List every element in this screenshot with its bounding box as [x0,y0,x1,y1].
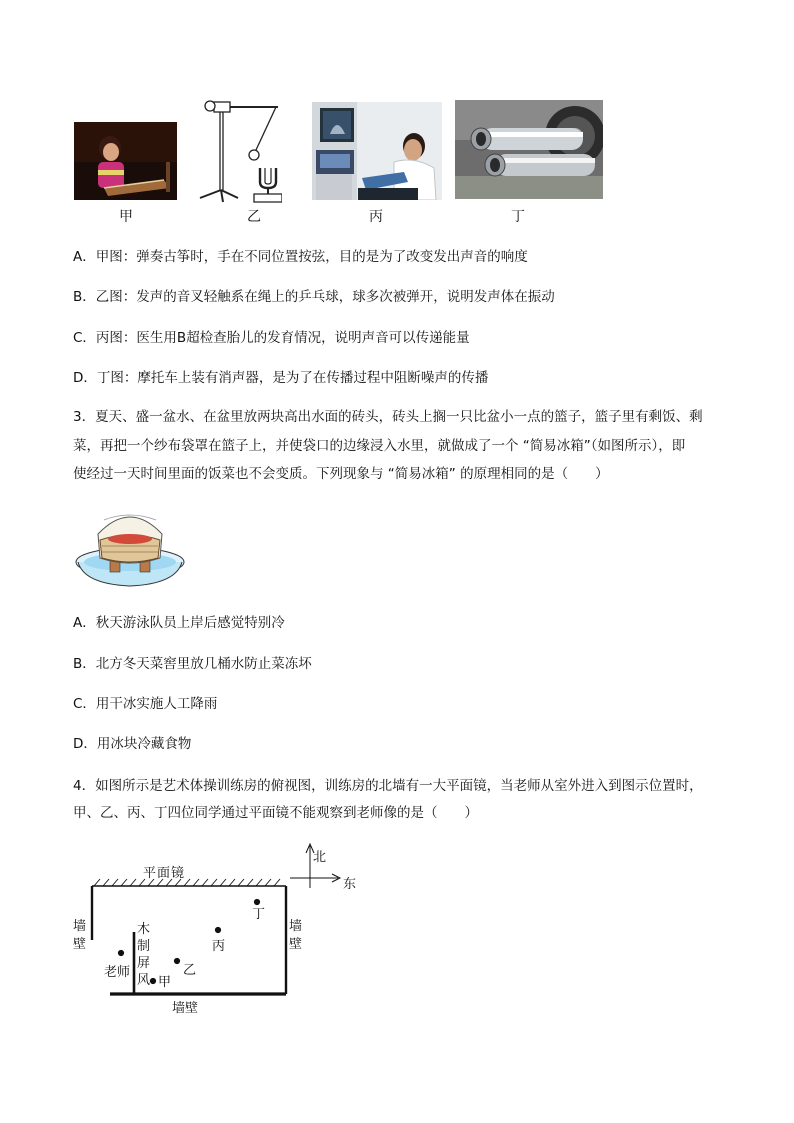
q3-option-c: C．用干冰实施人工降雨 [73,696,218,712]
training-room-diagram [70,840,370,1020]
q3-stem-line-2: 菜，再把一个纱布袋罩在篮子上，并使袋口的边缘浸入水里，就做成了一个 “简易冰箱”（如图所示），即 [73,438,686,454]
figure-yi [190,98,282,204]
left-wall-label: 墙壁 [73,919,87,952]
caption-jia: 甲 [119,209,133,225]
q2-option-d: D．丁图：摩托车上装有消声器，是为了在传播过程中阻断噪声的传播 [73,370,489,386]
q2-option-b: B．乙图：发声的音叉轻触系在绳上的乒乓球，球多次被弹开，说明发声体在振动 [73,289,555,305]
wooden-screen-label: 木制屏风 [137,922,151,988]
q4-stem-line-2: 甲、乙、丙、丁四位同学通过平面镜不能观察到老师像的是（ ） [73,805,478,821]
figure-jia [74,122,177,200]
q3-stem-line-1: 3．夏天、盛一盆水、在盆里放两块高出水面的砖头，砖头上搁一只比盆小一点的篮子，篮子里有剩饭、剩 [73,409,703,425]
simple-fridge-diagram [74,506,186,588]
q3-option-a: A．秋天游泳队员上岸后感觉特别冷 [73,615,285,631]
right-wall-label: 墙壁 [289,919,303,952]
teacher-label: 老师 [104,965,131,980]
figure-ding [455,100,603,199]
ultrasound-photo [312,102,442,200]
caption-bing: 丙 [369,209,383,225]
student-yi-label: 乙 [183,963,197,978]
guzheng-photo [74,122,177,200]
q2-option-a: A．甲图：弹奏古筝时，手在不同位置按弦，目的是为了改变发出声音的响度 [73,249,528,265]
room-floorplan [70,840,370,1020]
student-jia-label: 甲 [158,975,172,990]
mirror-label: 平面镜 [143,866,186,881]
simple-fridge-figure [74,506,186,588]
compass-north-label: 北 [313,850,327,865]
mirror-hatching [94,879,280,886]
q3-option-b: B．北方冬天菜窖里放几桶水防止菜冻坏 [73,656,312,672]
student-ding-label: 丁 [252,907,266,922]
bottom-wall-label: 墙壁 [172,1001,199,1016]
q3-stem-line-3: 使经过一天时间里面的饭菜也不会变质。下列现象与 “简易冰箱” 的原理相同的是（ ） [73,466,609,482]
q3-option-d: D．用冰块冷藏食物 [73,736,192,752]
student-bing-label: 丙 [212,939,226,954]
q4-stem-line-1: 4．如图所示是艺术体操训练房的俯视图，训练房的北墙有一大平面镜，当老师从室外进入到图示位置时， [73,778,703,794]
motorcycle-muffler-photo [455,100,603,199]
figure-bing [312,102,442,200]
tuning-fork-diagram [190,98,282,204]
caption-yi: 乙 [247,209,261,225]
compass-east-label: 东 [343,877,357,892]
caption-ding: 丁 [511,209,525,225]
q2-option-c: C．丙图：医生用B超检查胎儿的发育情况，说明声音可以传递能量 [73,330,470,346]
